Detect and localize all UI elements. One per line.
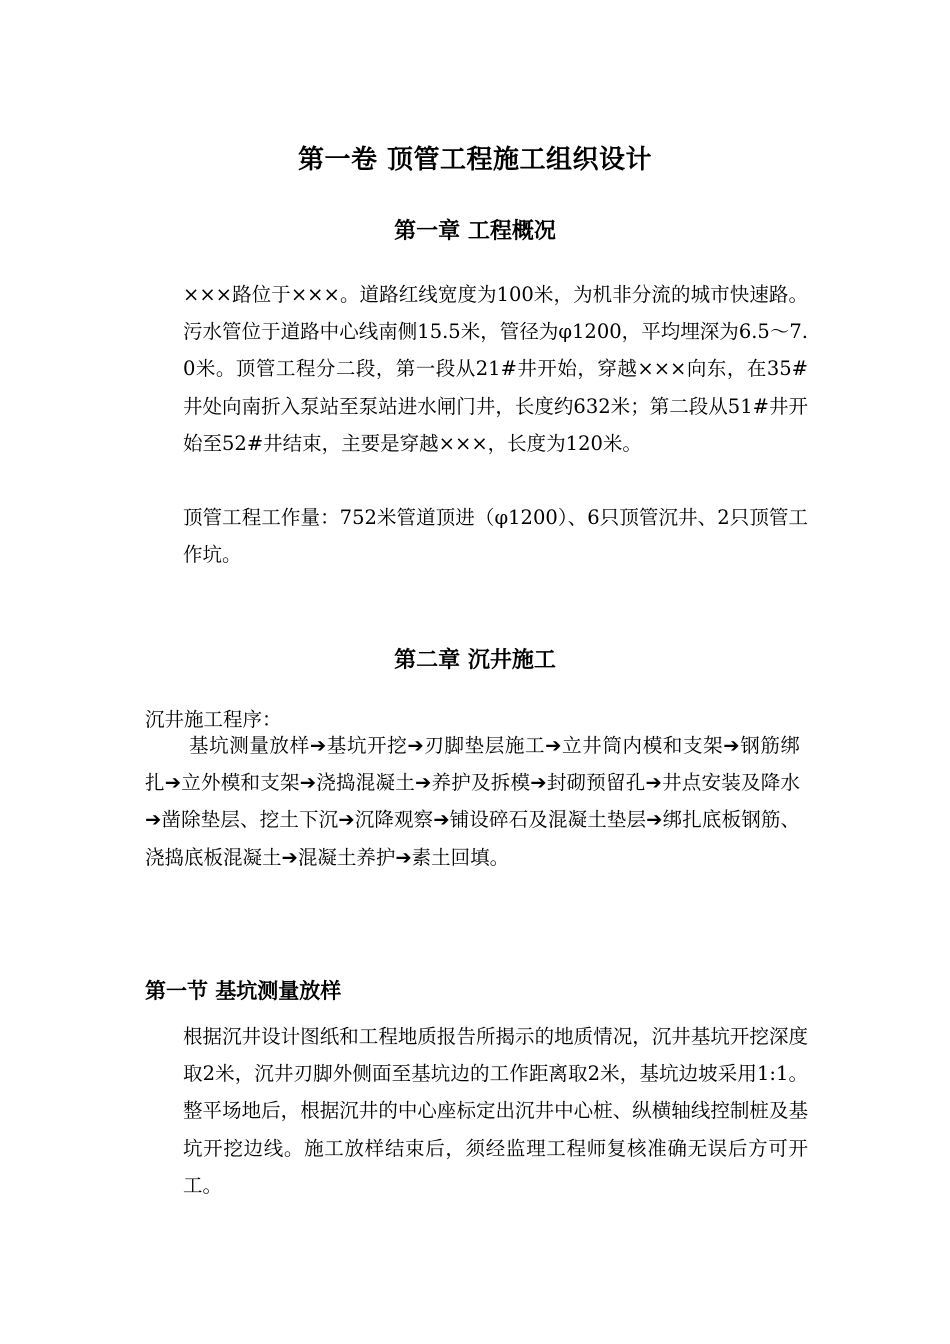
- chapter-1-paragraph-overview: ×××路位于×××。道路红线宽度为100米，为机非分流的城市快速路。污水管位于道路中心线南侧15.5米，管径为φ1200，平均埋深为6.5～7.0米。顶管工程分二段，第一段从21#井开始，穿越×××向东，在35#井处向南折入泵站至泵站进水闸门井，长度约632米；第二段从51#井开始至52#井结束，主要是穿越×××，长度为120米。: [183, 283, 808, 455]
- chapter-1-paragraph-workload: 顶管工程工作量：752米管道顶进（φ1200）、6只顶管沉井、2只顶管工作坑。: [183, 506, 808, 567]
- chapter-2-title: 第二章 沉井施工: [394, 648, 556, 673]
- section-1-paragraph: 根据沉井设计图纸和工程地质报告所揭示的地质情况，沉井基坑开挖深度取2米，沉井刃脚外侧面至基坑边的工作距离取2米，基坑边坡采用1:1。整平场地后，根据沉井的中心座标定出沉井中心桩、纵横轴线控制桩及基坑开挖边线。施工放样结束后，须经监理工程师复核准确无误后方可开工。: [183, 1025, 808, 1197]
- volume-title: 第一卷 顶管工程施工组织设计: [297, 145, 653, 175]
- chapter-1-title: 第一章 工程概况: [394, 219, 556, 244]
- procedure-label: 沉井施工程序：: [145, 708, 282, 731]
- procedure-text: 基坑测量放样➔基坑开挖➔刃脚垫层施工➔立井筒内模和支架➔钢筋绑扎➔立外模和支架➔浇捣混凝土➔养护及拆模➔封砌预留孔➔井点安装及降水➔凿除垫层、挖土下沉➔沉降观察➔铺设碎石及混凝土垫层➔绑扎底板钢筋、浇捣底板混凝土➔混凝土养护➔素土回填。: [145, 734, 800, 869]
- section-1-title: 第一节 基坑测量放样: [145, 979, 342, 1003]
